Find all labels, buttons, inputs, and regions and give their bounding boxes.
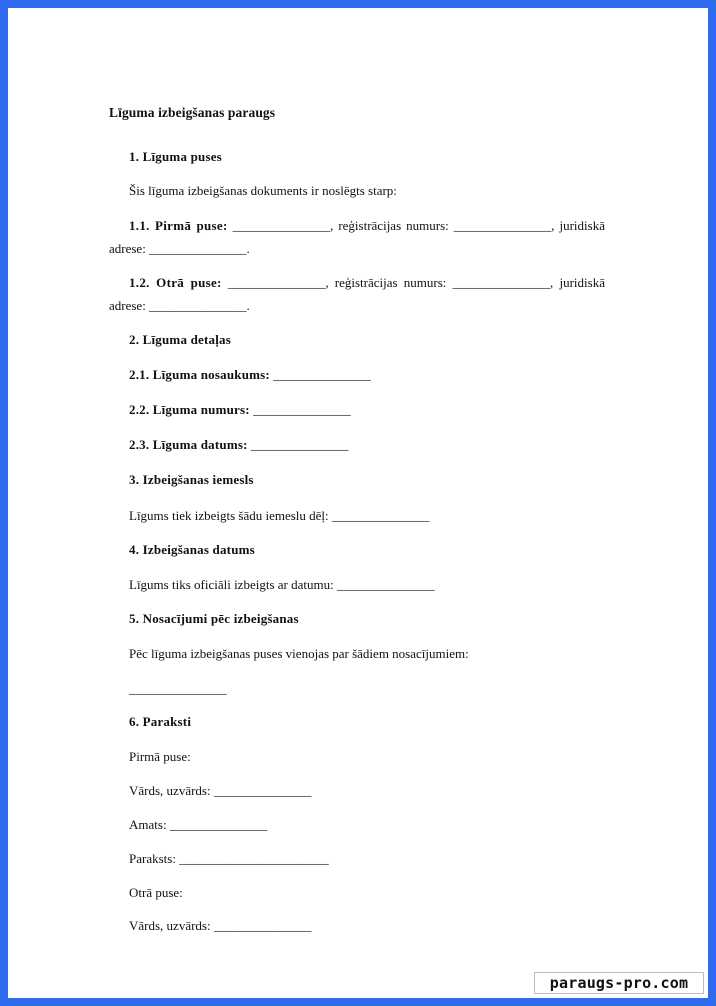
section-5-heading: 5. Nosacījumi pēc izbeigšanas xyxy=(129,611,299,626)
watermark-badge: paraugs-pro.com xyxy=(534,972,704,994)
party-1-paragraph xyxy=(109,214,605,260)
contract-number-line xyxy=(129,402,351,418)
first-party-label: Pirmā puse: xyxy=(129,749,191,764)
termination-reason-line: Līgums tiek izbeigts šādu iemeslu dēļ: _______________ xyxy=(129,508,430,523)
contract-name-value: _______________ xyxy=(269,367,371,382)
section-2-heading: 2. Līguma detaļas xyxy=(129,332,231,347)
contract-name-label: 2.1. Līguma nosaukums: xyxy=(129,367,270,382)
contract-name-line xyxy=(129,367,371,383)
contract-date-label: 2.3. Līguma datums: xyxy=(129,437,248,452)
party-2-label: 1.2. Otrā puse: xyxy=(129,275,222,290)
section-1-intro: Šis līguma izbeigšanas dokuments ir noslēgts starp: xyxy=(129,183,397,198)
contract-date-value: _______________ xyxy=(247,437,349,452)
second-party-label: Otrā puse: xyxy=(129,885,183,900)
termination-date-line: Līgums tiks oficiāli izbeigts ar datumu: _______________ xyxy=(129,577,435,592)
party-1-label: 1.1. Pirmā puse: xyxy=(129,218,228,233)
contract-number-value: _______________ xyxy=(249,402,351,417)
first-party-position-line: Amats: _______________ xyxy=(129,817,268,832)
contract-number-label: 2.2. Līguma numurs: xyxy=(129,402,250,417)
section-6-heading: 6. Paraksti xyxy=(129,714,192,729)
section-4-heading: 4. Izbeigšanas datums xyxy=(129,542,255,557)
second-party-name-line: Vārds, uzvārds: _______________ xyxy=(129,918,312,933)
first-party-signature-line: Paraksts: _______________________ xyxy=(129,851,329,866)
first-party-name-line: Vārds, uzvārds: _______________ xyxy=(129,783,312,798)
party-2-paragraph xyxy=(109,271,605,317)
conditions-intro-line: Pēc līguma izbeigšanas puses vienojas par šādiem nosacījumiem: xyxy=(129,646,469,661)
party-1-text: _______________, reģistrācijas numurs: _______________, juridiskā adrese: _______________. xyxy=(109,218,605,256)
contract-date-line xyxy=(129,437,348,453)
party-2-text: _______________, reģistrācijas numurs: _______________, juridiskā adrese: _______________. xyxy=(109,275,605,313)
conditions-blank-line: _______________ xyxy=(129,681,227,696)
section-1-heading: 1. Līguma puses xyxy=(129,149,222,164)
section-3-heading: 3. Izbeigšanas iemesls xyxy=(129,472,254,487)
document-title: Līguma izbeigšanas paraugs xyxy=(109,105,276,120)
